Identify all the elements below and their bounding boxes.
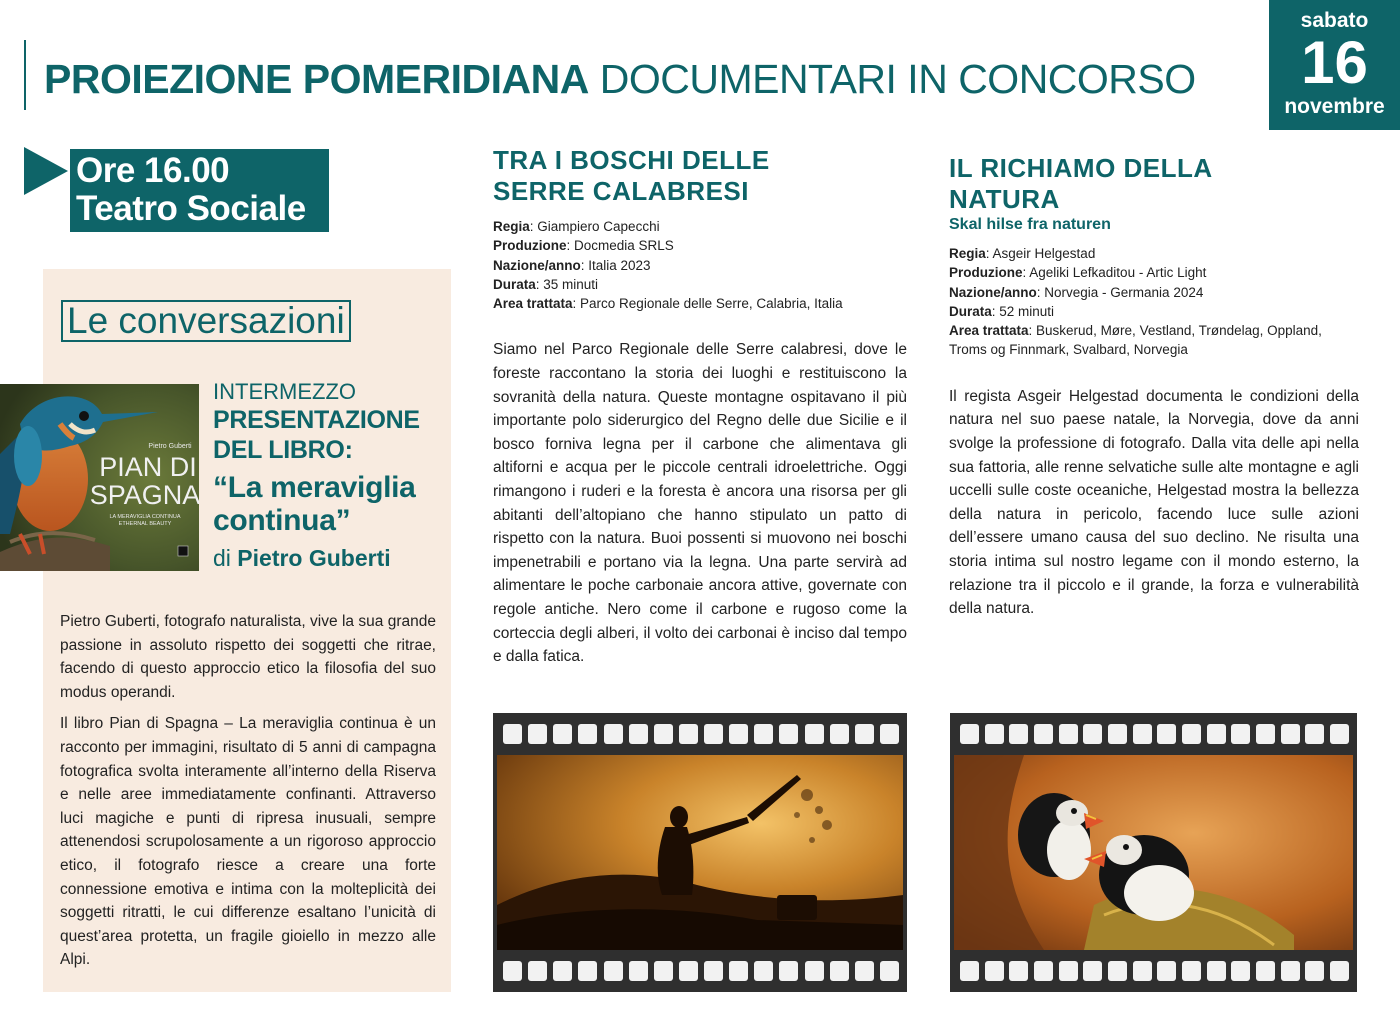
sprocket-holes (960, 724, 1349, 744)
sprocket-hole (1207, 724, 1226, 744)
sprocket-hole (880, 961, 899, 981)
credit-label: Produzione (949, 265, 1023, 281)
credit-row (493, 275, 907, 294)
cover-subtitle-1: LA MERAVIGLIA CONTINUA (109, 514, 181, 520)
schedule-box (70, 149, 329, 232)
conversations-title: Le conversazioni (61, 300, 351, 342)
credit-row (949, 244, 1359, 263)
credit-value: : Ageliki Lefkaditou - Artic Light (1022, 265, 1207, 281)
sprocket-hole (604, 961, 623, 981)
sprocket-hole (1083, 724, 1102, 744)
sprocket-hole (578, 724, 597, 744)
book-author (213, 543, 448, 573)
date-day: 16 (1301, 29, 1368, 96)
sprocket-hole (985, 961, 1004, 981)
sprocket-hole (805, 961, 824, 981)
sprocket-hole (553, 961, 572, 981)
sprocket-hole (1108, 961, 1127, 981)
title-bold: PROIEZIONE POMERIDIANA (44, 56, 589, 102)
film-title-line-1: IL RICHIAMO DELLA (949, 153, 1213, 183)
sprocket-hole (1009, 724, 1028, 744)
film-credits (949, 244, 1359, 360)
play-arrow-icon (24, 147, 68, 195)
credit-label: Produzione (493, 238, 567, 254)
film-title-line-2: SERRE CALABRESI (493, 176, 749, 206)
film-description: Il regista Asgeir Helgestad documenta le condizioni della natura nel suo paese natale, la Norvegia, dove da anni svolge la professione di fotografo. Dalla vita delle api nella sua fattoria, alle renne selvatiche sulle alte montagne e agli uccelli sulle coste oceaniche, Helgestad mostra la bellezza della natura in pericolo, facendo luce sulle azioni dell’essere umano causa del suo declino. Ne risulta una storia intima sul nostro legame con il mondo esterno, la relazione tra il piccolo e il grande, la forza e vulnerabilità della natura. (949, 387, 1359, 618)
credit-value: : Buskerud, Møre, Vestland, Trøndelag, Oppland, Troms og Finnmark, Svalbard, Norvegia (949, 323, 1322, 358)
paragraph: Il libro Pian di Spagna – La meraviglia continua è un racconto per immagini, risultato di 5 anni di campagna fotografica svolta interamente all’interno della Riserva e nelle aree immediatamente confinanti. Attraverso luci magiche e punti di ripresa inusuali, sempre attenendosi scrupolosamente a un rigoroso approccio etico, il fotografo riesce a creare una forte connessione emotiva e intima con la molteplicità dei soggetti ritratti, le cui differenze esaltano l’unicità di quest’area protetta, un fragile gioiello in mezzo alle Alpi. (60, 715, 436, 969)
sprocket-hole (830, 724, 849, 744)
date-badge (1269, 0, 1400, 130)
cover-title-2: SPAGNA (89, 480, 199, 510)
film-still-charcoal-burner (497, 755, 903, 950)
book-presentation (213, 379, 448, 573)
film-title-line-1: TRA I BOSCHI DELLE (493, 145, 770, 175)
film-strip-2 (950, 713, 1357, 992)
cover-subtitle-2: ETHERNAL BEAUTY (118, 521, 172, 527)
credit-label: Nazione/anno (493, 257, 581, 273)
presentation-line-1: PRESENTAZIONE (213, 406, 420, 434)
book-title-line-1: “La meraviglia (213, 471, 416, 504)
sprocket-holes (503, 724, 899, 744)
intermezzo-label: INTERMEZZO (213, 379, 356, 404)
sprocket-hole (1182, 961, 1201, 981)
sprocket-hole (1281, 724, 1300, 744)
sprocket-hole (754, 961, 773, 981)
sprocket-hole (1207, 961, 1226, 981)
sprocket-hole (830, 961, 849, 981)
credit-label: Area trattata (949, 323, 1029, 339)
credit-row (949, 321, 1359, 360)
credit-label: Regia (949, 246, 986, 261)
sprocket-hole (985, 724, 1004, 744)
film-strip-1 (493, 713, 907, 992)
presentation-line-2: DEL LIBRO: (213, 436, 353, 464)
sprocket-hole (1231, 724, 1250, 744)
date-month: novembre (1284, 95, 1385, 118)
sprocket-hole (960, 961, 979, 981)
sprocket-hole (1256, 724, 1275, 744)
film-title (949, 153, 1359, 215)
credit-row (949, 283, 1359, 302)
credit-row (493, 217, 907, 236)
sprocket-hole (805, 724, 824, 744)
sprocket-hole (779, 724, 798, 744)
credit-row (493, 256, 907, 275)
sprocket-hole (679, 724, 698, 744)
sprocket-hole (754, 724, 773, 744)
sprocket-holes (503, 961, 899, 981)
credit-value: : Asgeir Helgestad (985, 246, 1096, 261)
sprocket-holes (960, 961, 1349, 981)
book-cover-image (0, 384, 199, 571)
sprocket-hole (1281, 961, 1300, 981)
sprocket-hole (1330, 961, 1349, 981)
sprocket-hole (1157, 961, 1176, 981)
credit-value: : Norvegia - Germania 2024 (1036, 284, 1204, 300)
credit-label: Durata (949, 303, 992, 319)
credit-row (949, 302, 1359, 321)
sprocket-hole (1305, 961, 1324, 981)
sprocket-hole (679, 961, 698, 981)
book-title-line-2: continua” (213, 504, 351, 537)
film-description: Siamo nel Parco Regionale delle Serre calabresi, dove le foreste raccontano la storia dei luoghi e restituiscono la sovranità della natura. Queste montagne ospitavano il più importante polo siderurgico del Regno delle due Sicilie e il bosco forniva legna per il carbone che alimentava gli altiforni e acqua per le piccole centrali idroelettriche. Oggi rimangono i ruderi e la foresta è ancora una risorsa per gli abitanti dell’altopiano che hanno stipulato un patto di rispetto con la natura. Buoi possenti si muovono nei boschi impenetrabili e portano via la legna. Una parte servirà ad alimentare le poche carbonaie ancora attive, governate con regole antiche. Nero come il carbone e rugoso come la corteccia degli alberi, il volto dei carbonai è inciso dal tempo e dalla fatica. (493, 341, 907, 666)
film-entry-1 (493, 145, 907, 669)
sprocket-hole (704, 724, 723, 744)
sprocket-hole (654, 961, 673, 981)
film-original-title: Skal hilse fra naturen (949, 216, 1111, 233)
cover-title-1: PIAN DI (99, 452, 197, 482)
film-title-line-2: NATURA (949, 184, 1060, 214)
sprocket-hole (880, 724, 899, 744)
sprocket-hole (1133, 724, 1152, 744)
film-title (493, 145, 907, 207)
film-credits (493, 217, 907, 313)
sprocket-hole (1157, 724, 1176, 744)
sprocket-hole (1133, 961, 1152, 981)
credit-label: Durata (493, 276, 536, 292)
sprocket-hole (528, 961, 547, 981)
sprocket-hole (578, 961, 597, 981)
credit-value: : Giampiero Capecchi (529, 219, 660, 234)
page-title (44, 54, 1196, 104)
sprocket-hole (1034, 961, 1053, 981)
credit-label: Regia (493, 219, 530, 234)
credit-value: : Docmedia SRLS (566, 238, 674, 254)
sprocket-hole (553, 724, 572, 744)
sprocket-hole (1034, 724, 1053, 744)
credit-value: : Parco Regionale delle Serre, Calabria, Italia (572, 296, 843, 312)
sprocket-hole (1059, 724, 1078, 744)
sprocket-hole (1231, 961, 1250, 981)
credit-value: : 35 minuti (535, 276, 599, 292)
sprocket-hole (503, 961, 522, 981)
sprocket-hole (855, 961, 874, 981)
sprocket-hole (503, 724, 522, 744)
sprocket-hole (1059, 961, 1078, 981)
sprocket-hole (1083, 961, 1102, 981)
sprocket-hole (1108, 724, 1127, 744)
sprocket-hole (779, 961, 798, 981)
conversations-body (60, 610, 436, 980)
sprocket-hole (629, 961, 648, 981)
date-weekday: sabato (1300, 9, 1369, 32)
credit-label: Nazione/anno (949, 284, 1037, 300)
author-prefix: di (213, 545, 231, 571)
credit-row (493, 236, 907, 255)
sprocket-hole (855, 724, 874, 744)
sprocket-hole (654, 724, 673, 744)
sprocket-hole (1330, 724, 1349, 744)
cover-author: Pietro Guberti (148, 443, 192, 450)
sprocket-hole (729, 724, 748, 744)
sprocket-hole (960, 724, 979, 744)
sprocket-hole (1182, 724, 1201, 744)
credit-row (493, 294, 907, 313)
header-rule (24, 40, 26, 110)
film-entry-2 (949, 153, 1359, 621)
credit-value: : 52 minuti (991, 303, 1055, 319)
author-name: Pietro Guberti (237, 545, 391, 571)
paragraph: Pietro Guberti, fotografo naturalista, vive la sua grande passione in assoluto rispetto dei soggetti che ritrae, facendo di questo approccio etico la filosofia del suo modus operandi. (60, 613, 436, 701)
schedule-venue: Teatro Sociale (76, 189, 306, 228)
schedule-time: Ore 16.00 (76, 151, 230, 190)
film-still-puffins (954, 755, 1353, 950)
sprocket-hole (704, 961, 723, 981)
sprocket-hole (528, 724, 547, 744)
sprocket-hole (1009, 961, 1028, 981)
sprocket-hole (629, 724, 648, 744)
sprocket-hole (1305, 724, 1324, 744)
sprocket-hole (729, 961, 748, 981)
credit-value: : Italia 2023 (580, 257, 651, 273)
sprocket-hole (604, 724, 623, 744)
credit-row (949, 263, 1359, 282)
sprocket-hole (1256, 961, 1275, 981)
title-light: DOCUMENTARI IN CONCORSO (599, 56, 1196, 102)
credit-label: Area trattata (493, 296, 573, 312)
